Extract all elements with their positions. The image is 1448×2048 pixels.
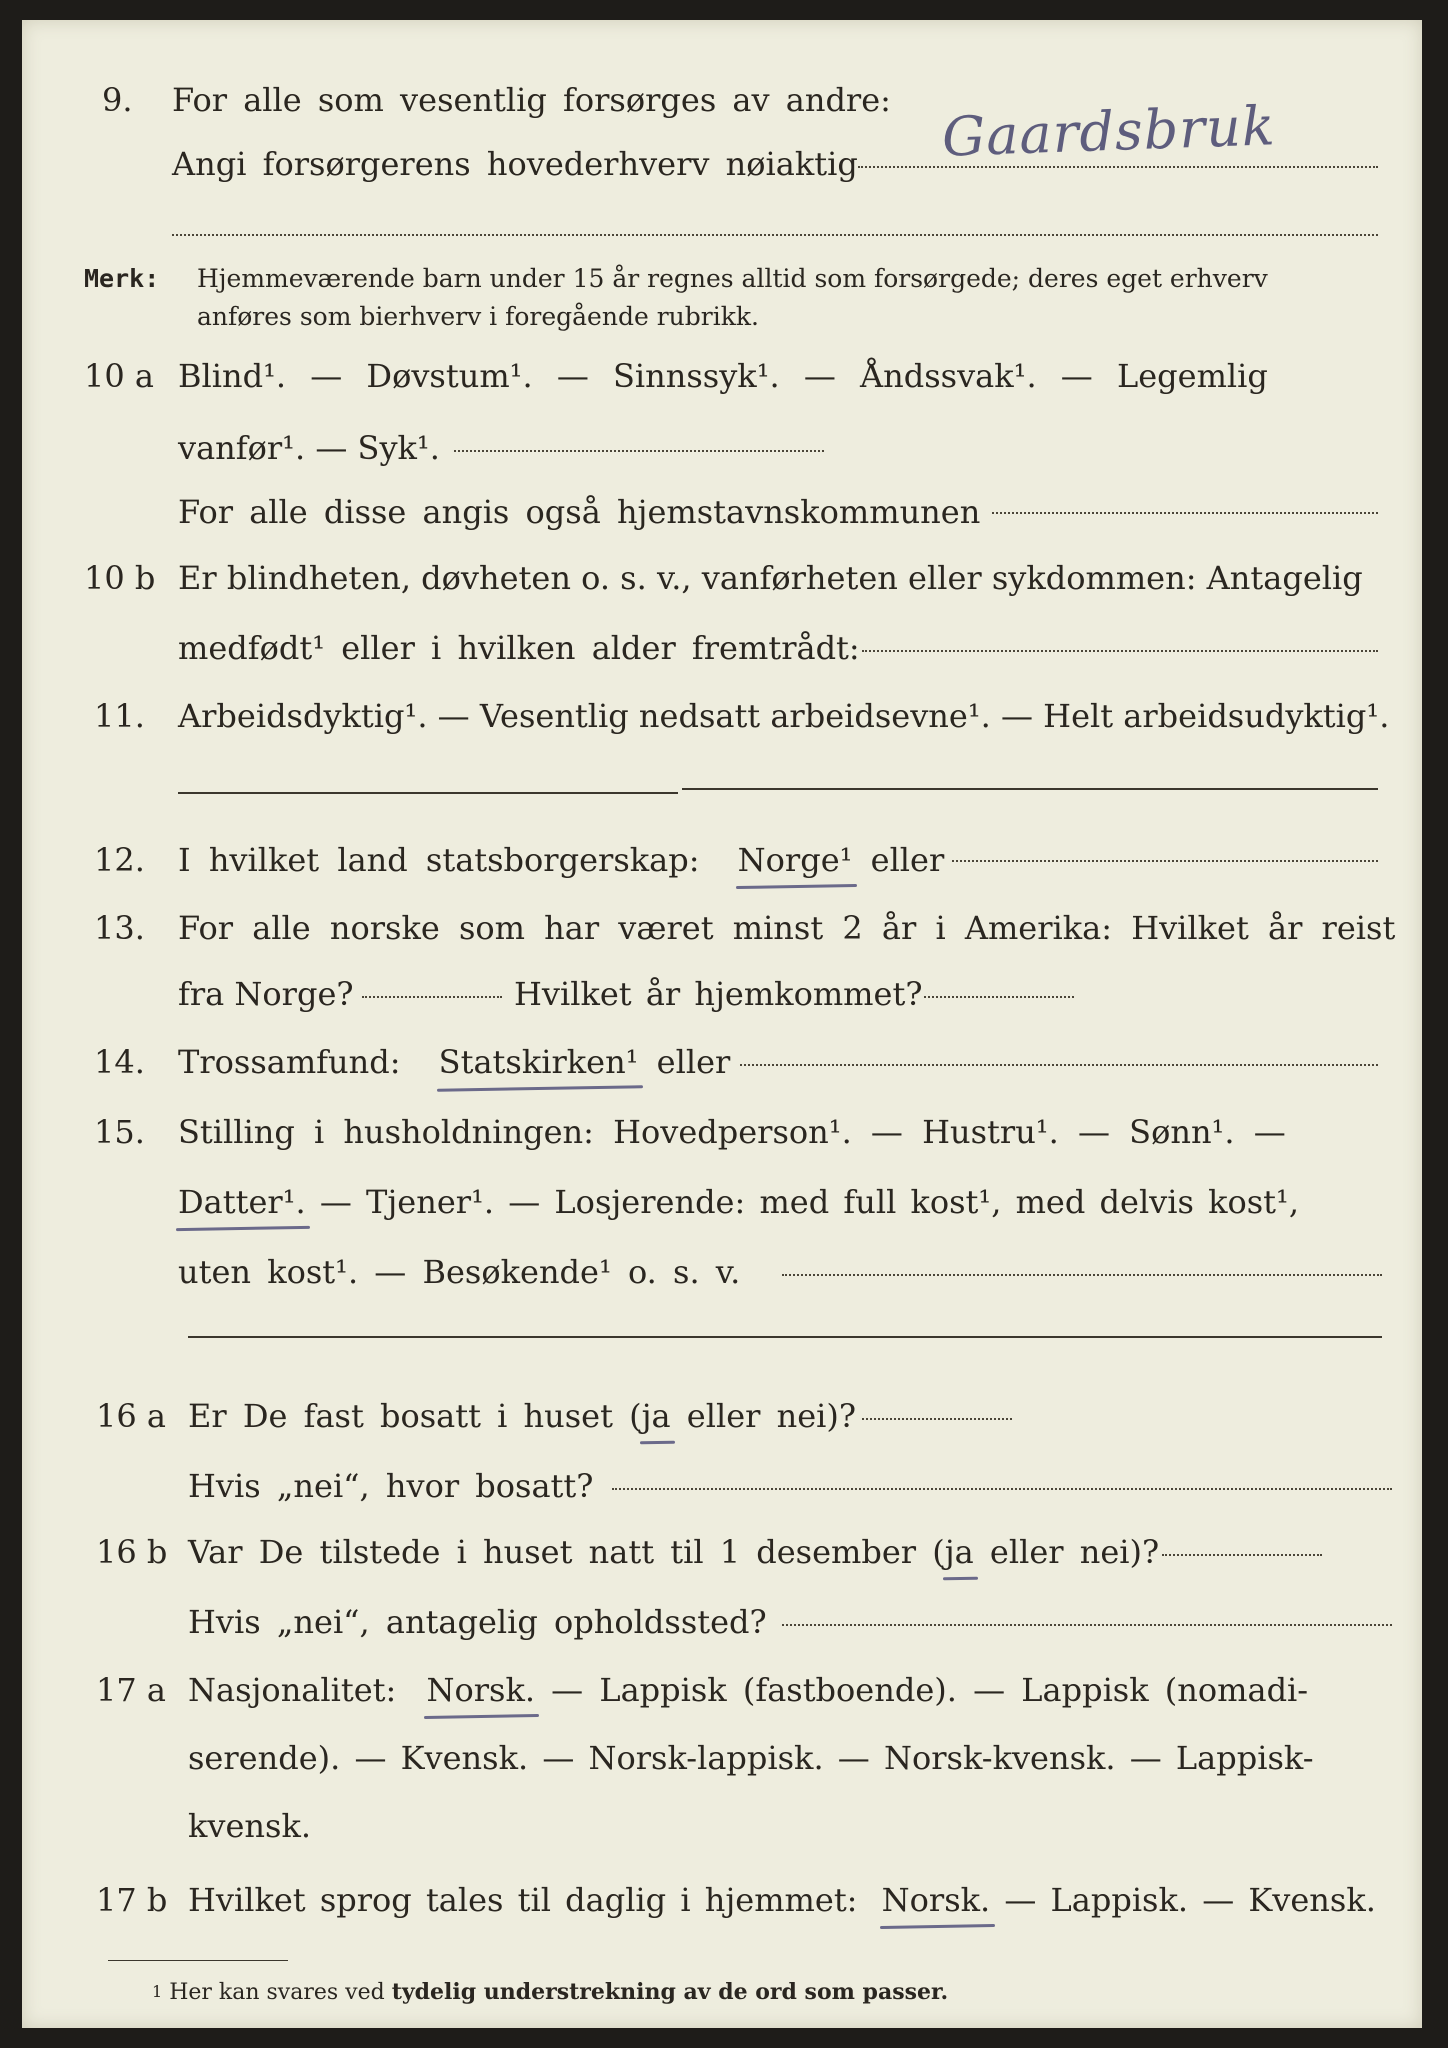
q15-line1: Stilling i husholdningen: Hovedperson¹. — Hustru¹. — Sønn¹. —	[178, 1113, 1286, 1151]
q17a-line1	[188, 1668, 1308, 1712]
q17b-underlined-norsk: Norsk.	[882, 1878, 991, 1922]
q13-number: 13.	[94, 909, 145, 947]
q15-line2	[178, 1180, 1299, 1224]
q12-answer-line	[952, 860, 1378, 862]
q15-line2-rest: — Tjener¹. — Losjerende: med full kost¹, med delvis kost¹,	[319, 1183, 1300, 1221]
q16b-post: eller nei)?	[973, 1533, 1160, 1571]
q12-number: 12.	[94, 841, 145, 879]
q16b-underlined-ja: ja	[945, 1530, 974, 1574]
q16a-underlined-ja: ja	[642, 1394, 671, 1438]
q10b-number: 10 b	[84, 559, 156, 597]
q16a-answer-line	[862, 1418, 1012, 1420]
q11-number: 11.	[94, 697, 145, 735]
q17b-pre: Hvilket sprog tales til daglig i hjemmet:	[188, 1881, 858, 1919]
q15-number: 15.	[94, 1113, 145, 1151]
q10a-line3: For alle disse angis også hjemstavnskommunen	[178, 493, 981, 531]
q12-underlined-norge: Norge¹	[738, 838, 853, 882]
q17a-pre: Nasjonalitet:	[188, 1671, 397, 1709]
q10b-line2: medfødt¹ eller i hvilken alder fremtrådt:	[178, 629, 860, 667]
footnote	[152, 1970, 948, 2015]
merk-line1: Hjemmeværende barn under 15 år regnes alltid som forsørgede; deres eget erhverv	[197, 264, 1268, 293]
q17a-underlined-norsk: Norsk.	[426, 1668, 535, 1712]
q13-hjemkommet-line	[924, 996, 1074, 998]
q16b-number: 16 b	[96, 1533, 168, 1571]
merk-line2: anføres som bierhverv i foregående rubrikk.	[197, 302, 759, 331]
q10a-line2: vanfør¹. — Syk¹.	[178, 429, 440, 467]
q10b-line1: Er blindheten, døvheten o. s. v., vanførheten eller sykdommen: Antagelig	[178, 559, 1363, 597]
q11-line1: Arbeidsdyktig¹. — Vesentlig nedsatt arbeidsevne¹. — Helt arbeidsudyktig¹.	[178, 697, 1390, 735]
q12-post: eller	[870, 841, 945, 879]
q17b-number: 17 b	[96, 1881, 168, 1919]
q15-line3: uten kost¹. — Besøkende¹ o. s. v.	[178, 1253, 741, 1291]
q10a-line1: Blind¹. — Døvstum¹. — Sinnssyk¹. — Åndssvak¹. — Legemlig	[178, 357, 1268, 395]
q16a-post: eller nei)?	[670, 1397, 857, 1435]
q14-pre: Trossamfund:	[178, 1043, 401, 1081]
q17b-line1	[188, 1878, 1376, 1922]
q16a-bosatt-line	[612, 1488, 1392, 1490]
q10a-number: 10 a	[84, 357, 154, 395]
q10a-syk-line	[454, 450, 824, 452]
q9-handwritten-answer: Gaardsbruk	[941, 94, 1277, 169]
q16b-line1	[188, 1530, 1159, 1574]
q13-line1: For alle norske som har været minst 2 år i Amerika: Hvilket år reist	[178, 909, 1396, 947]
q14-underlined-statskirken: Statskirken¹	[439, 1040, 639, 1084]
q17b-post: — Lappisk. — Kvensk.	[1004, 1881, 1376, 1919]
q17a-line2: serende). — Kvensk. — Norsk-lappisk. — Norsk-kvensk. — Lappisk-	[188, 1739, 1314, 1777]
q11-rule-left	[178, 792, 678, 794]
footnote-marker: 1	[152, 1982, 163, 2001]
q16a-line2: Hvis „nei“, hvor bosatt?	[188, 1467, 594, 1505]
q13-line2b: Hvilket år hjemkommet?	[514, 975, 923, 1013]
q17a-line3: kvensk.	[188, 1807, 311, 1845]
q10b-answer-line	[862, 650, 1378, 652]
q12-text	[178, 838, 944, 882]
q14-number: 14.	[94, 1043, 145, 1081]
merk-label: Merk:	[84, 264, 160, 293]
q14-post: eller	[656, 1043, 731, 1081]
q9-answer-line	[858, 166, 1378, 168]
q9-line1: For alle som vesentlig forsørges av andre:	[172, 81, 891, 119]
q15-underlined-datter: Datter¹.	[178, 1180, 306, 1224]
footnote-plain: Her kan svares ved	[169, 1980, 385, 2005]
q16a-number: 16 a	[96, 1397, 166, 1435]
q9-extra-line	[172, 234, 1378, 236]
q13-line2a: fra Norge?	[178, 975, 354, 1013]
q10a-kommune-line	[992, 512, 1378, 514]
footnote-rule	[108, 1960, 288, 1961]
q16b-opholdssted-line	[782, 1624, 1392, 1626]
q9-number: 9.	[102, 81, 133, 119]
q16a-line1	[188, 1394, 856, 1438]
q9-line2: Angi forsørgerens hovederhverv nøiaktig	[172, 145, 858, 183]
q14-answer-line	[740, 1064, 1378, 1066]
q17a-post: — Lappisk (fastboende). — Lappisk (nomadi-	[551, 1671, 1309, 1709]
q17a-number: 17 a	[96, 1671, 166, 1709]
q16b-line2: Hvis „nei“, antagelig opholdssted?	[188, 1603, 767, 1641]
census-form-page	[22, 20, 1422, 2028]
q16b-pre: Var De tilstede i huset natt til 1 desember (	[188, 1533, 945, 1571]
q14-text	[178, 1040, 730, 1084]
q11-rule-right	[682, 788, 1378, 790]
footnote-bold: tydelig understrekning av de ord som passer.	[391, 1979, 949, 2005]
q12-pre: I hvilket land statsborgerskap:	[178, 841, 700, 879]
q16b-answer-line	[1162, 1554, 1322, 1556]
q16a-pre: Er De fast bosatt i huset (	[188, 1397, 642, 1435]
q15-rule	[188, 1336, 1382, 1338]
q13-reist-line	[362, 996, 502, 998]
q15-answer-line	[782, 1274, 1382, 1276]
